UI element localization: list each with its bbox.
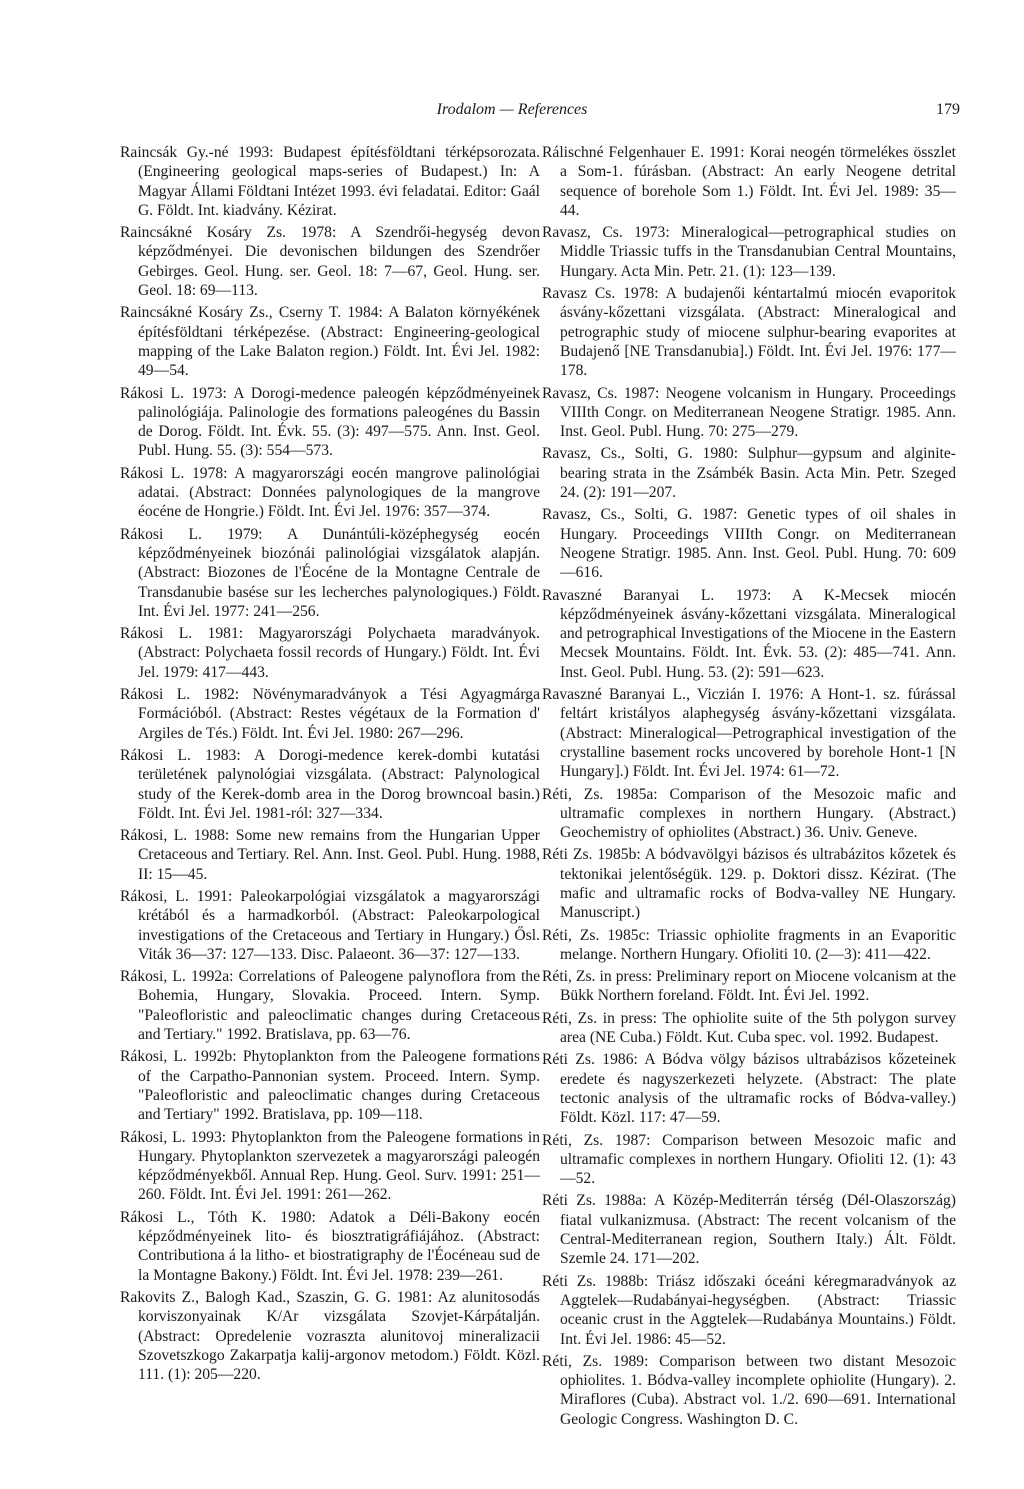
reference-entry: Rákosi, L. 1988: Some new remains from the Hungarian Upper Cretaceous and Tertiary. Rel. Ann. Inst. Geol. Publ. Hung. 1988, II: 15—45.	[120, 827, 540, 883]
reference-entry: Réti, Zs. 1985c: Triassic ophiolite fragments in an Evaporitic melange. Northern Hungary. Ofioliti 10. (2—3): 411—422.	[542, 926, 956, 963]
reference-entry: Rákosi L. 1978: A magyarországi eocén mangrove palinológiai adatai. (Abstract: Données palynologiques de la mangrove éocéne de Hongrie.) Földt. Int. Évi Jel. 1976: 357—374.	[120, 464, 540, 521]
reference-entry: Raincsák Gy.-né 1993: Budapest építésföldtani térképsorozata. (Engineering geological maps-series of Budapest.) In: A Magyar Állami Földtani Intézet 1993. évi feladatai. Editor: Gaál G. Földt. Int. kiadvány. Kézirat.	[120, 144, 540, 219]
reference-entry: Réti, Zs. in press: The ophiolite suite of the 5th polygon survey area (NE Cuba.) Földt. Kut. Cuba spec. vol. 1992. Budapest.	[542, 1009, 956, 1047]
page-number: 179	[936, 101, 960, 118]
reference-entry: Réti, Zs. 1985a: Comparison of the Mesozoic mafic and ultramafic complexes in northern Hungary. (Abstract.) Geochemistry of ophiolites (Abstract.) 36. Univ. Geneve.	[542, 785, 956, 842]
reference-entry: Ravasz, Cs., Solti, G. 1987: Genetic types of oil shales in Hungary. Proceedings VIIIth Congr. on Mediterranean Neogene Stratigr. 1985. Ann. Inst. Geol. Publ. Hung. 70: 609—616.	[542, 506, 956, 582]
reference-entry: Ravasz, Cs. 1987: Neogene volcanism in Hungary. Proceedings VIIIth Congr. on Mediterranean Neogene Stratigr. 1985. Ann. Inst. Geol. Publ. Hung. 70: 275—279.	[542, 384, 956, 441]
reference-entry: Rákosi, L. 1993: Phytoplankton from the Paleogene formations in Hungary. Phytoplankton szervezetek a magyarországi paleogén képződményekből. Annual Rep. Hung. Geol. Surv. 1991: 251—260. Földt. Int. Évi Jel. 1991: 261—262.	[120, 1128, 540, 1204]
reference-entry: Ravasz, Cs., Solti, G. 1980: Sulphur—gypsum and alginite-bearing strata in the Zsámbék Basin. Acta Min. Petr. Szeged 24. (2): 191—207.	[542, 445, 956, 502]
reference-entry: Rákosi L. 1982: Növénymaradványok a Tési Agyagmárga Formációból. (Abstract: Restes végétaux de la Formation d' Argiles de Tés.) Földt. Int. Évi Jel. 1980: 267—296.	[120, 686, 540, 742]
reference-entry: Rákosi L. 1973: A Dorogi-medence paleogén képződményeinek palinológiája. Palinologie des formations paleogénes du Bassin de Dorog. Földt. Int. Évk. 55. (3): 497—575. Ann. Inst. Geol. Publ. Hung. 55. (3): 554—573.	[120, 384, 540, 460]
reference-entry: Raincsákné Kosáry Zs., Cserny T. 1984: A Balaton környékének építésföldtani térképezése. (Abstract: Engineering-geological mapping of the Lake Balaton region.) Földt. Int. Évi Jel. 1982: 49—54.	[120, 304, 540, 380]
running-title: Irodalom — References	[436, 101, 588, 118]
reference-entry: Rákosi L., Tóth K. 1980: Adatok a Déli-Bakony eocén képződményeinek lito- és biosztratigráfiájához. (Abstract: Contributiona á la litho- et biostratigraphy de l'Éocéneau sud de la Montagne Bakony.) Földt. Int. Évi Jel. 1978: 239—261.	[120, 1208, 540, 1284]
reference-entry: Rálischné Felgenhauer E. 1991: Korai neogén törmelékes összlet a Som-1. fúrásban. (Abstract: An early Neogene detrital sequence of borehole Som 1.) Földt. Int. Évi Jel. 1989: 35—44.	[542, 144, 956, 219]
reference-column-left	[120, 143, 540, 1387]
reference-entry: Rákosi, L. 1992b: Phytoplankton from the Paleogene formations of the Carpatho-Pannonian system. Proceed. Intern. Symp. "Paleofloristic and paleoclimatic changes during Cretaceous and Tertiary" 1992. Bratislava, pp. 109—118.	[120, 1048, 540, 1124]
reference-entry: Rákosi, L. 1992a: Correlations of Paleogene palynoflora from the Bohemia, Hungary, Slovakia. Proceed. Intern. Symp. "Paleofloristic and paleoclimatic changes during Cretaceous and Tertiary." 1992. Bratislava, pp. 63—76.	[120, 968, 540, 1044]
reference-entry: Rákosi L. 1983: A Dorogi-medence kerek-dombi kutatási területének palynológiai vizsgálata. (Abstract: Palynological study of the Kerek-domb area in the Dorog browncoal basin.) Földt. Int. Évi Jel. 1981-ról: 327—334.	[120, 746, 540, 822]
reference-entry: Réti Zs. 1988b: Triász időszaki óceáni kéregmaradványok az Aggtelek—Rudabányai-hegységben. (Abstract: Triassic oceanic crust in the Aggtelek—Rudabánya Mountains.) Földt. Int. Évi Jel. 1986: 45—52.	[542, 1272, 956, 1348]
reference-entry: Ravasz, Cs. 1973: Mineralogical—petrographical studies on Middle Triassic tuffs in the Transdanubian Central Mountains, Hungary. Acta Min. Petr. 21. (1): 123—139.	[542, 224, 956, 280]
reference-entry: Réti, Zs. 1989: Comparison between two distant Mesozoic ophiolites. 1. Bódva-valley incomplete ophiolite (Hungary). 2. Miraflores (Cuba). Abstract vol. 1./2. 690—691. International Geologic Congress. Washington D. C.	[542, 1352, 956, 1428]
reference-entry: Rákosi L. 1981: Magyarországi Polychaeta maradványok. (Abstract: Polychaeta fossil records of Hungary.) Földt. Int. Évi Jel. 1979: 417—443.	[120, 625, 540, 681]
reference-entry: Réti Zs. 1988a: A Közép-Mediterrán térség (Dél-Olaszország) fiatal vulkanizmusa. (Abstract: The recent volcanism of the Central-Mediterranean region, Southern Italy.) Ált. Földt. Szemle 24. 171—202.	[542, 1192, 956, 1268]
reference-entry: Ravaszné Baranyai L. 1973: A K-Mecsek miocén képződményeinek ásvány-kőzettani vizsgálata. Mineralogical and petrographical Investigations of the Miocene in the Eastern Mecsek Mountains. Földt. Int. Évk. 53. (2): 485—741. Ann. Inst. Geol. Publ. Hung. 53. (2): 591—623.	[542, 586, 956, 681]
reference-entry: Réti Zs. 1985b: A bódvavölgyi bázisos és ultrabázitos kőzetek és tektonikai jelentőségük. 129. p. Doktori dissz. Kézirat. (The mafic and ultramafic rocks of Bodva-valley NE Hungary. Manuscript.)	[542, 846, 956, 922]
reference-entry: Rákosi, L. 1991: Paleokarpológiai vizsgálatok a magyarországi krétából és a harmadkorból. (Abstract: Paleokarpological investigations of the Cretaceous and Tertiary in Hungary.) Ősl. Viták 36—37: 127—133. Disc. Palaeont. 36—37: 127—133.	[120, 887, 540, 963]
reference-entry: Réti, Zs. 1987: Comparison between Mesozoic mafic and ultramafic complexes in northern Hungary. Ofioliti 12. (1): 43—52.	[542, 1131, 956, 1188]
reference-entry: Réti, Zs. in press: Preliminary report on Miocene volcanism at the Bükk Northern foreland. Földt. Int. Évi Jel. 1992.	[542, 968, 956, 1005]
reference-entry: Réti Zs. 1986: A Bódva völgy bázisos ultrabázisos kőzeteinek eredete és nagyszerkezeti helyzete. (Abstract: The plate tectonic analysis of the ultramafic rocks of Bódva-valley.) Földt. Közl. 117: 47—59.	[542, 1051, 956, 1127]
reference-entry: Rákosi L. 1979: A Dunántúli-középhegység eocén képződményeinek biozónái palinológiai vizsgálatok alapján. (Abstract: Biozones de l'Éocéne de la Montagne Centrale de Transdanubie basése sur les lecherches palynologiques.) Földt. Int. Évi Jel. 1977: 241—256.	[120, 525, 540, 620]
reference-entry: Rakovits Z., Balogh Kad., Szaszin, G. G. 1981: Az alunitosodás korviszonyainak K/Ar vizsgálata Szovjet-Kárpátalján. (Abstract: Opredelenie vozraszta alunitovoj mineralizacii Szovetszkogo Zakarpatja kalij-argonov metodom.) Földt. Közl. 111. (1): 205—220.	[120, 1288, 540, 1384]
reference-entry: Ravasz Cs. 1978: A budajenői kéntartalmú miocén evaporitok ásvány-kőzettani vizsgálata. (Abstract: Mineralogical and petrographic study of miocene sulphur-bearing evaporites at Budajenő [NE Transdanubia].) Földt. Int. Évi Jel. 1976: 177—178.	[542, 285, 956, 380]
reference-entry: Ravaszné Baranyai L., Viczián I. 1976: A Hont-1. sz. fúrással feltárt kristályos alaphegység ásvány-kőzettani vizsgálata. (Abstract: Mineralogical—Petrographical investigation of the crystalline basement rocks uncovered by borehole Hont-1 [N Hungary].) Földt. Int. Évi Jel. 1974: 61—72.	[542, 686, 956, 781]
running-header	[0, 101, 1024, 125]
reference-column-right	[542, 143, 956, 1432]
reference-entry: Raincsákné Kosáry Zs. 1978: A Szendrői-hegység devon képződményei. Die devonischen bildungen des Szendrőer Gebirges. Geol. Hung. ser. Geol. 18: 7—67, Geol. Hung. ser. Geol. 18: 69—113.	[120, 224, 540, 300]
